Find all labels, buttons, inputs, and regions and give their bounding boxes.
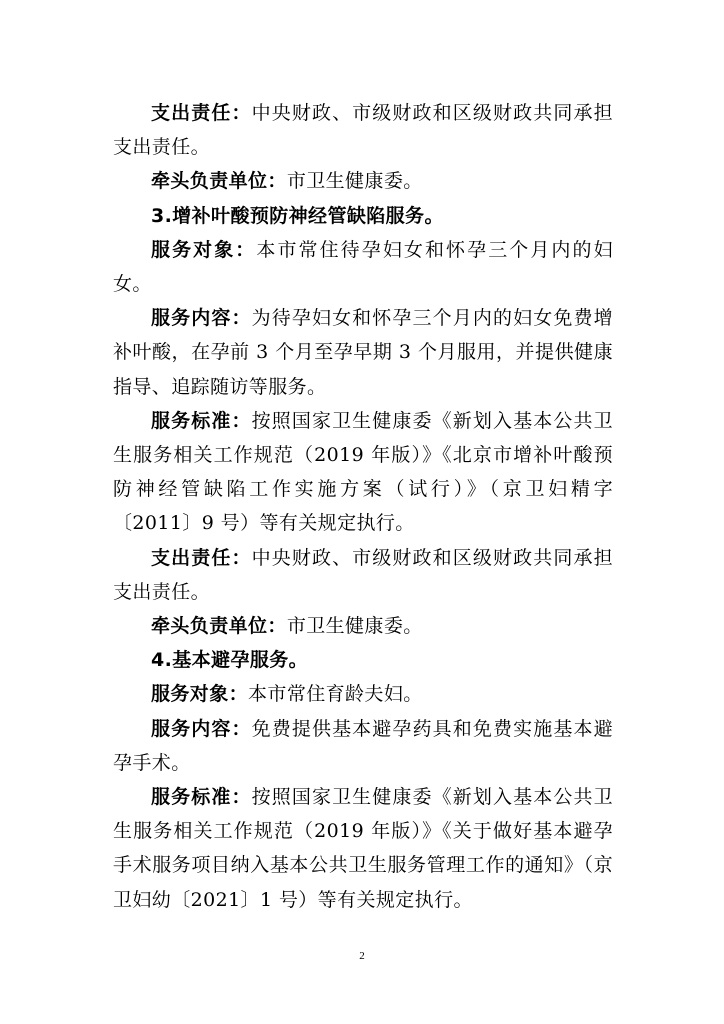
paragraph-service-target	[113, 677, 613, 711]
paragraph-label: 服务标准：	[151, 409, 252, 432]
paragraph-text: 市卫生健康委。	[286, 615, 423, 638]
paragraph-lead-unit	[113, 609, 613, 643]
paragraph-text: 按照国家卫生健康委《新划入基本公共卫生服务相关工作规范（2019 年版）》《关于做好基本避孕手术服务项目纳入基本公共卫生服务管理工作的通知》（京卫妇幼〔2021〕1 号）等有关规定执行。	[113, 786, 613, 911]
paragraph-text: 市卫生健康委。	[286, 170, 423, 193]
paragraph-service-content	[113, 301, 613, 404]
section-heading: 3.增补叶酸预防神经管缺陷服务。	[151, 204, 444, 227]
paragraph-text: 免费提供基本避孕药具和免费实施基本避孕手术。	[113, 717, 613, 774]
paragraph-label: 支出责任：	[151, 546, 252, 569]
paragraph-label: 服务对象：	[151, 238, 257, 261]
paragraph-lead-unit	[113, 164, 613, 198]
paragraph-text: 中央财政、市级财政和区级财政共同承担支出责任。	[113, 546, 613, 603]
paragraph-service-target	[113, 233, 613, 301]
paragraph-label: 牵头负责单位：	[151, 615, 287, 638]
paragraph-label: 牵头负责单位：	[151, 170, 287, 193]
paragraph-text: 本市常住育龄夫妇。	[248, 683, 423, 706]
paragraph-expenditure-responsibility	[113, 96, 613, 164]
section-heading: 4.基本避孕服务。	[151, 649, 309, 672]
paragraph-label: 支出责任：	[151, 102, 252, 124]
paragraph-text: 中央财政、市级财政和区级财政共同承担支出责任。	[113, 102, 613, 159]
paragraph-text: 按照国家卫生健康委《新划入基本公共卫生服务相关工作规范（2019 年版）》《北京市增补叶酸预防神经管缺陷工作实施方案（试行）》（京卫妇精字〔2011〕9 号）等有关规定执行。	[113, 409, 613, 535]
paragraph-text: 为待孕妇女和怀孕三个月内的妇女免费增补叶酸，在孕前 3 个月至孕早期 3 个月服用，并提供健康指导、追踪随访等服务。	[113, 307, 613, 398]
paragraph-text: 本市常住待孕妇女和怀孕三个月内的妇女。	[113, 238, 613, 296]
paragraph-service-standard	[113, 404, 613, 541]
paragraph-label: 服务标准：	[151, 786, 252, 809]
paragraph-service-standard	[113, 780, 613, 917]
paragraph-label: 服务对象：	[151, 683, 249, 706]
paragraph-expenditure-responsibility	[113, 541, 613, 609]
document-body	[113, 96, 613, 917]
paragraph-label: 服务内容：	[151, 307, 252, 330]
paragraph-label: 服务内容：	[151, 717, 252, 740]
page-number: 2	[359, 950, 365, 962]
paragraph-service-content	[113, 712, 613, 780]
